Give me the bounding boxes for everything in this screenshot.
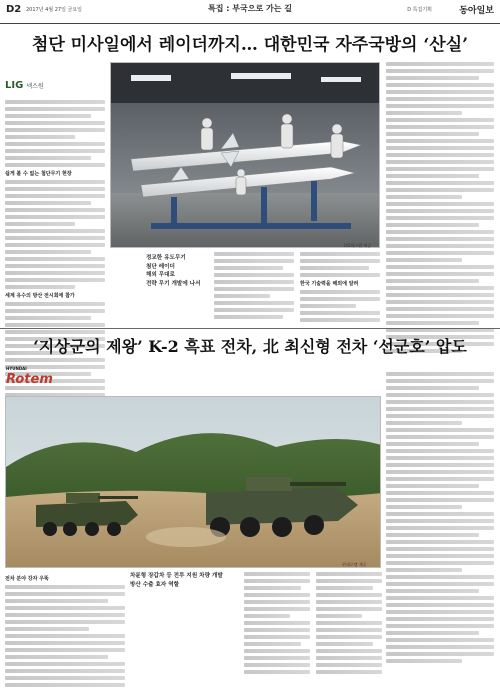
article2-pull-quote: 차륜형 장갑차 등 전투 지원 차량 개발 방산 수출 효자 역할 <box>130 573 223 588</box>
lig-logo <box>5 80 44 91</box>
rotem-logo: Rotem <box>6 372 53 387</box>
photo1-caption: LIG넥스원 제공 <box>344 243 372 248</box>
article-divider <box>0 328 500 329</box>
photo2-caption: 현대로템 제공 <box>342 562 367 567</box>
article1-col4 <box>386 62 494 356</box>
article1-subhead-3: 한국 기술력을 해외에 알려 <box>300 281 359 287</box>
article2-col3 <box>316 572 382 677</box>
special-label: D 특집기획 <box>407 7 432 13</box>
article2-col2 <box>244 572 310 677</box>
lig-logo-sub: 넥스원 <box>26 83 44 90</box>
armored-vehicle-photo <box>5 396 381 568</box>
article1-col3 <box>300 252 380 325</box>
article1-pull-quote: 정교한 유도무기 첨단 레이더 해외 무대로 전략 무기 개발에 나서 <box>146 255 201 287</box>
missile-assembly-photo <box>110 62 380 248</box>
section-title: 특집 : 부국으로 가는 길 <box>208 4 292 13</box>
masthead: 동아일보 <box>459 6 494 16</box>
article1-col2 <box>214 252 294 322</box>
article1-headline: 첨단 미사일에서 레이더까지… 대한민국 자주국방의 ‘산실’ <box>31 35 469 55</box>
hyundai-logo-top: HYUNDAI <box>6 366 27 371</box>
article2-subhead-1: 전차 분야 강자 우뚝 <box>5 576 49 582</box>
article1-col1 <box>5 100 105 442</box>
lig-logo-text: LIG <box>5 80 24 91</box>
article1-subhead-1: 쉽게 볼 수 없는 첨단무기 현장 <box>5 171 72 177</box>
article2-col4 <box>386 372 494 666</box>
page-number: D2 <box>6 4 22 15</box>
article1-subhead-2: 세계 유수의 방산 전시회에 참가 <box>5 293 75 299</box>
page-header <box>0 0 500 24</box>
page-date: 2017년 4월 27일 금요일 <box>26 7 83 13</box>
article2-headline: ‘지상군의 제왕’ K-2 흑표 전차, 北 최신형 전차 ‘선군호’ 압도 <box>33 337 467 356</box>
article2-col1 <box>5 572 125 690</box>
